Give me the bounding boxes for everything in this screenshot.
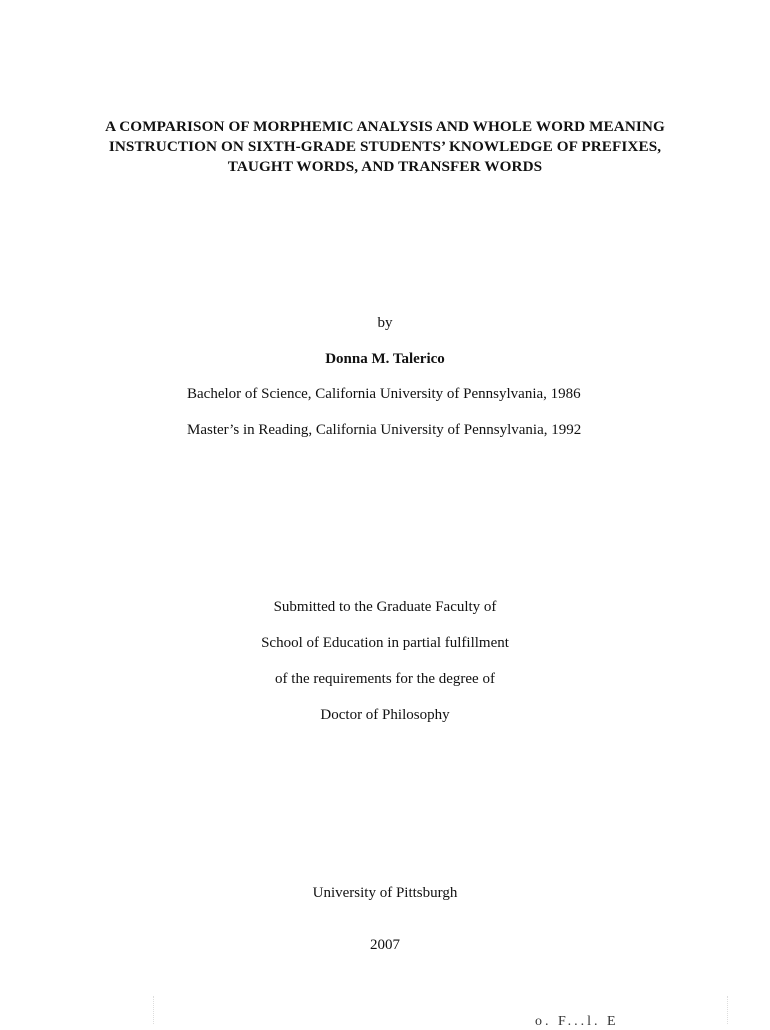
title-line-3: TAUGHT WORDS, AND TRANSFER WORDS <box>227 158 543 175</box>
submission-line-1: Submitted to the Graduate Faculty of <box>273 599 497 615</box>
prior-degree-bachelor: Bachelor of Science, California University of Pennsylvania, 1986 <box>187 386 581 402</box>
scan-artifact-left <box>153 996 154 1024</box>
submission-line-2: School of Education in partial fulfillment <box>261 635 509 651</box>
title-line-1: A COMPARISON OF MORPHEMIC ANALYSIS AND WHOLE WORD MEANING <box>105 118 665 135</box>
cropped-footer-text: o. F...l. E <box>535 1014 619 1029</box>
author-name: Donna M. Talerico <box>325 351 445 367</box>
year: 2007 <box>370 937 400 953</box>
degree-name: Doctor of Philosophy <box>320 707 450 723</box>
submission-line-3: of the requirements for the degree of <box>275 671 495 687</box>
scan-artifact-right <box>727 996 728 1024</box>
dissertation-title <box>60 117 710 177</box>
university-name: University of Pittsburgh <box>312 885 458 901</box>
by-label: by <box>377 315 393 331</box>
prior-degree-masters: Master’s in Reading, California University of Pennsylvania, 1992 <box>187 422 582 438</box>
title-line-2: INSTRUCTION ON SIXTH-GRADE STUDENTS’ KNOWLEDGE OF PREFIXES, <box>108 138 662 155</box>
